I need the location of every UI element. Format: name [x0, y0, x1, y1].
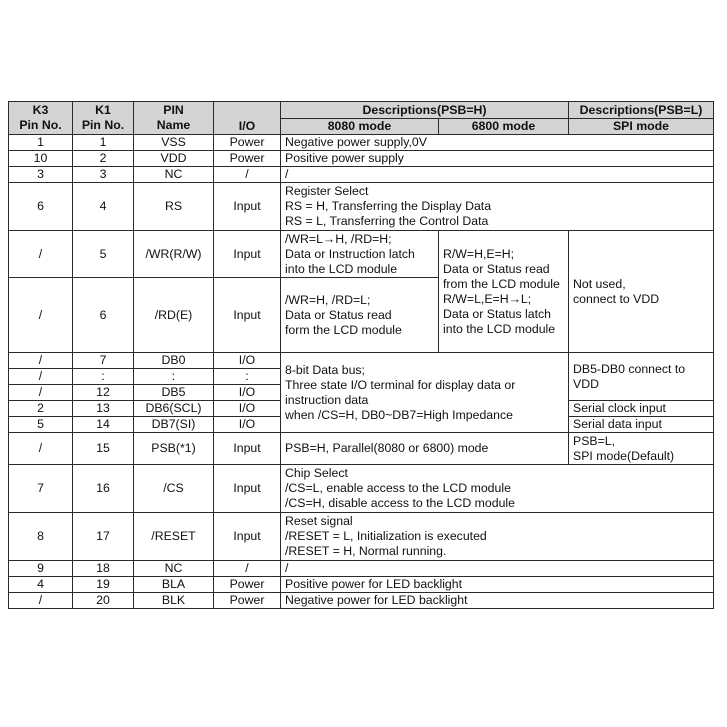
desc-line: R/W=H,E=H;: [443, 246, 515, 261]
pin-io: Power: [214, 593, 281, 609]
pin-description: Negative power for LED backlight: [281, 593, 714, 609]
desc-line: when /CS=H, DB0~DB7=High Impedance: [285, 407, 513, 422]
pin-name: /RD(E): [134, 278, 214, 353]
pin-description: /: [281, 167, 714, 183]
k1-pin: 1: [73, 135, 134, 151]
header-8080-mode: 8080 mode: [281, 119, 439, 135]
desc-8080-wr: [281, 231, 439, 278]
desc-line: /WR=H, /RD=L;: [285, 292, 371, 307]
pin-name: NC: [134, 167, 214, 183]
header-text: Pin No.: [81, 118, 125, 132]
table-row-vdd: [9, 151, 714, 167]
k1-pin: 20: [73, 593, 134, 609]
pin-name: VSS: [134, 135, 214, 151]
header-io: I/O: [214, 102, 281, 135]
pin-io: I/O: [214, 417, 281, 433]
desc-line: /RESET = H, Normal running.: [285, 544, 447, 558]
pin-name: NC: [134, 561, 214, 577]
k1-pin: 14: [73, 417, 134, 433]
table-row-rs: [9, 183, 714, 231]
pin-name: DB0: [134, 353, 214, 369]
pin-name: RS: [134, 183, 214, 231]
desc-line: Data or Status read: [285, 307, 392, 322]
k3-pin: /: [9, 369, 73, 385]
pin-name: :: [134, 369, 214, 385]
desc-line: SPI mode(Default): [573, 448, 675, 463]
desc-line: into the LCD module: [285, 261, 398, 276]
table-row-db0: [9, 353, 714, 369]
k1-pin: 15: [73, 433, 134, 465]
k3-pin: 10: [9, 151, 73, 167]
desc-line: PSB=L,: [573, 433, 616, 448]
desc-line: Register Select: [285, 184, 369, 198]
k1-pin: 6: [73, 278, 134, 353]
k3-pin: /: [9, 278, 73, 353]
desc-line: /RESET = L, Initialization is executed: [285, 529, 487, 543]
header-6800-mode: 6800 mode: [439, 119, 569, 135]
table-row-wr: [9, 231, 714, 278]
k3-pin: 8: [9, 513, 73, 561]
databus-description: [281, 353, 569, 433]
pin-io: Power: [214, 151, 281, 167]
header-spi-mode: SPI mode: [569, 119, 714, 135]
header-k3-pin-no: [9, 102, 73, 135]
header-text: Name: [156, 118, 191, 132]
k1-pin: 7: [73, 353, 134, 369]
desc-line: DB5-DB0 connect to: [573, 361, 686, 376]
k3-pin: 9: [9, 561, 73, 577]
pin-description: [281, 183, 714, 231]
k1-pin: 4: [73, 183, 134, 231]
desc-line: Chip Select: [285, 466, 348, 480]
pin-io: Power: [214, 577, 281, 593]
pin-io: I/O: [214, 401, 281, 417]
k3-pin: 2: [9, 401, 73, 417]
desc-line: Data or Status read from the LCD module: [443, 261, 560, 291]
header-text: PIN: [163, 103, 184, 117]
table-row-bla: [9, 577, 714, 593]
desc-8080-rd: [281, 278, 439, 353]
pin-description: /: [281, 561, 714, 577]
pin-io: Input: [214, 278, 281, 353]
pin-definition-table: [8, 101, 714, 609]
k3-pin: 1: [9, 135, 73, 151]
k3-pin: 7: [9, 465, 73, 513]
desc-line: instruction data: [285, 392, 369, 407]
pin-io: Input: [214, 513, 281, 561]
k1-pin: 3: [73, 167, 134, 183]
header-text: Pin No.: [19, 118, 62, 132]
header-row-1: [9, 102, 714, 119]
pin-name: /WR(R/W): [134, 231, 214, 278]
k3-pin: /: [9, 593, 73, 609]
header-desc-psb-h: Descriptions(PSB=H): [281, 102, 569, 119]
k3-pin: 5: [9, 417, 73, 433]
pin-description: Negative power supply,0V: [281, 135, 714, 151]
k1-pin: 12: [73, 385, 134, 401]
desc-line: VDD: [573, 376, 599, 391]
desc-line: /WR=L→H, /RD=H;: [285, 231, 392, 246]
k1-pin: 16: [73, 465, 134, 513]
pin-name: BLA: [134, 577, 214, 593]
pin-io: Input: [214, 433, 281, 465]
table-row-reset: [9, 513, 714, 561]
pin-io: /: [214, 561, 281, 577]
desc-spi-wr-rd: [569, 231, 714, 353]
desc-line: form the LCD module: [285, 322, 402, 337]
k1-pin: 18: [73, 561, 134, 577]
table-row-nc-18: [9, 561, 714, 577]
header-desc-psb-l: Descriptions(PSB=L): [569, 102, 714, 119]
pin-name: DB7(SI): [134, 417, 214, 433]
k1-pin: 19: [73, 577, 134, 593]
spi-description: Serial data input: [569, 417, 714, 433]
header-pin-name: [134, 102, 214, 135]
header-text: K3: [32, 103, 49, 117]
desc-line: /CS=L, enable access to the LCD module: [285, 481, 511, 495]
pin-name: /RESET: [134, 513, 214, 561]
desc-line: /CS=H, disable access to the LCD module: [285, 496, 515, 510]
desc-line: Three state I/O terminal for display data or: [285, 377, 516, 392]
k1-pin: 5: [73, 231, 134, 278]
k1-pin: 17: [73, 513, 134, 561]
k3-pin: /: [9, 353, 73, 369]
desc-line: Data or Instruction latch: [285, 246, 415, 261]
pin-description: Positive power for LED backlight: [281, 577, 714, 593]
pin-name: DB5: [134, 385, 214, 401]
desc-6800-wr-rd: [439, 231, 569, 353]
header-k1-pin-no: [73, 102, 134, 135]
pin-io: I/O: [214, 385, 281, 401]
desc-line: Not used,: [573, 276, 626, 291]
pin-name: VDD: [134, 151, 214, 167]
pin-name: PSB(*1): [134, 433, 214, 465]
pin-name: /CS: [134, 465, 214, 513]
table-row-blk: [9, 593, 714, 609]
k1-pin: 13: [73, 401, 134, 417]
pin-description: [281, 465, 714, 513]
k3-pin: /: [9, 231, 73, 278]
desc-line: RS = H, Transferring the Display Data: [285, 199, 492, 213]
table-row-psb: [9, 433, 714, 465]
k1-pin: 2: [73, 151, 134, 167]
pin-io: Power: [214, 135, 281, 151]
k3-pin: 3: [9, 167, 73, 183]
table-row-vss: [9, 135, 714, 151]
k3-pin: 4: [9, 577, 73, 593]
desc-line: connect to VDD: [573, 291, 660, 306]
pin-io: /: [214, 167, 281, 183]
spi-description: Serial clock input: [569, 401, 714, 417]
k1-pin: :: [73, 369, 134, 385]
k3-pin: 6: [9, 183, 73, 231]
pin-name: BLK: [134, 593, 214, 609]
desc-line: 8-bit Data bus;: [285, 362, 365, 377]
desc-line: Data or Status latch into the LCD module: [443, 306, 556, 336]
pin-io: Input: [214, 231, 281, 278]
databus-spi-description: [569, 353, 714, 401]
pin-name: DB6(SCL): [134, 401, 214, 417]
header-text: K1: [95, 103, 111, 117]
pin-io: Input: [214, 183, 281, 231]
desc-line: RS = L, Transferring the Control Data: [285, 214, 489, 228]
pin-io: I/O: [214, 353, 281, 369]
table-row-nc-3: [9, 167, 714, 183]
desc-line: Reset signal: [285, 514, 353, 528]
spi-description: [569, 433, 714, 465]
pin-description: Positive power supply: [281, 151, 714, 167]
k3-pin: /: [9, 385, 73, 401]
table-row-cs: [9, 465, 714, 513]
pin-io: :: [214, 369, 281, 385]
desc-line: R/W=L,E=H→L;: [443, 291, 532, 306]
pin-io: Input: [214, 465, 281, 513]
pin-description: [281, 513, 714, 561]
k3-pin: /: [9, 433, 73, 465]
pin-description: PSB=H, Parallel(8080 or 6800) mode: [281, 433, 569, 465]
